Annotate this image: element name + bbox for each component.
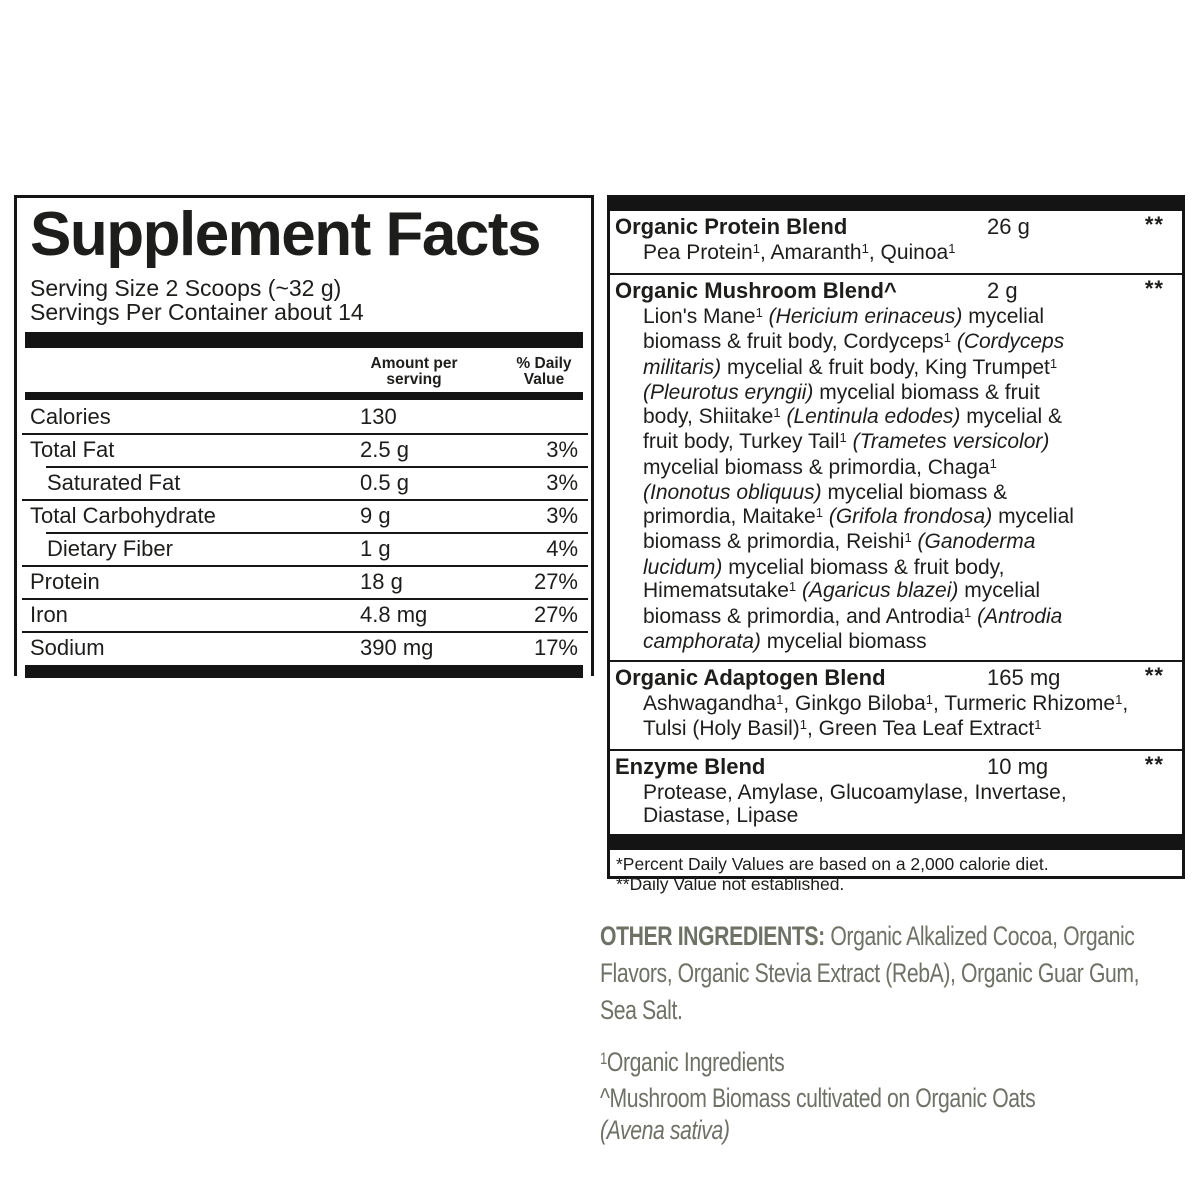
text-segment: primordia, Maitake xyxy=(643,504,816,528)
divider-bar-bottom xyxy=(25,665,583,678)
blend-daily-value: ** xyxy=(1144,751,1164,777)
blend-row xyxy=(610,211,1182,273)
nutrient-daily-value: 3% xyxy=(546,470,578,496)
other-ingredients-line: OTHER INGREDIENTS: Organic Alkalized Cocoa, Organic xyxy=(600,921,1135,951)
text-segment: mycelial biomass & xyxy=(821,481,1008,504)
text-segment: mycelial xyxy=(992,504,1074,528)
text-segment: , Green Tea Leaf Extract xyxy=(807,717,1035,740)
nutrient-amount: 4.8 mg xyxy=(360,602,428,628)
text-segment: mycelial biomass & primordia, Chaga xyxy=(643,455,990,479)
text-segment: fruit body, Turkey Tail xyxy=(643,430,840,453)
ingredient-line xyxy=(643,241,1166,267)
nutrient-row xyxy=(30,466,578,499)
blend-name: Organic Adaptogen Blend xyxy=(615,664,886,690)
text-segment: Himematsutake xyxy=(643,579,789,602)
nutrient-amount: 2.5 g xyxy=(360,437,409,463)
text-segment: (Lentinula edodes) xyxy=(786,404,961,428)
ingredient-line xyxy=(643,605,1166,631)
text-segment: (Antrodia xyxy=(977,604,1063,628)
text-segment: mycelial biomass xyxy=(760,630,927,653)
ingredient-line xyxy=(643,630,1166,654)
note-line xyxy=(600,1082,1176,1114)
text-segment: (Pleurotus eryngii) xyxy=(643,381,814,404)
serving-size: Serving Size 2 Scoops (~32 g) xyxy=(30,275,342,302)
nutrient-row xyxy=(30,565,578,598)
blend-ingredients xyxy=(643,781,1166,828)
superscript: 1 xyxy=(1115,691,1123,707)
superscript: 1 xyxy=(755,304,763,320)
footnotes xyxy=(610,850,1182,898)
blend-row xyxy=(610,749,1182,834)
blend-row xyxy=(610,660,1182,749)
blend-amount: 26 g xyxy=(987,214,1030,239)
superscript: 1 xyxy=(989,455,997,471)
ingredient-line xyxy=(643,356,1166,382)
servings-per-container: Servings Per Container about 14 xyxy=(30,299,364,326)
superscript: 1 xyxy=(948,241,956,257)
superscript: 1 xyxy=(904,530,912,546)
nutrient-amount: 1 g xyxy=(360,536,391,562)
nutrient-daily-value: 3% xyxy=(546,503,578,529)
blend-name: Enzyme Blend xyxy=(615,753,766,779)
nutrient-row xyxy=(30,631,578,664)
nutrient-row xyxy=(30,499,578,532)
nutrient-name: Protein xyxy=(30,569,100,595)
text-segment: mycelial biomass & fruit body, xyxy=(722,555,1005,579)
nutrient-amount: 130 xyxy=(360,404,397,430)
nutrient-row xyxy=(30,598,578,631)
text-segment: biomass & primordia, Reishi xyxy=(643,530,905,553)
panel-title: Supplement Facts xyxy=(30,200,540,269)
column-headers xyxy=(30,350,578,392)
other-ingredients-line: Sea Salt. xyxy=(600,995,683,1025)
text-segment: Tulsi (Holy Basil) xyxy=(643,717,800,740)
text-segment: biomass & primordia, and Antrodia xyxy=(643,604,964,628)
other-ingredients-label: OTHER INGREDIENTS: xyxy=(600,921,825,951)
text-segment: mycelial xyxy=(962,304,1045,328)
nutrient-row xyxy=(30,532,578,565)
blend-ingredients xyxy=(643,241,1166,267)
superscript: 1 xyxy=(861,241,869,257)
text-segment: ^Mushroom Biomass cultivated on Organic Oats xyxy=(600,1083,1036,1113)
superscript: 1 xyxy=(815,504,823,520)
serving-info xyxy=(30,276,578,324)
text-segment: Protease, Amylase, Glucoamylase, Invertase, xyxy=(643,780,1067,804)
text-segment: (Trametes versicolor) xyxy=(852,430,1050,453)
footnote-line: **Daily Value not established. xyxy=(616,873,845,894)
text-segment: (Hericium erinaceus) xyxy=(768,304,963,328)
nutrient-daily-value: 27% xyxy=(533,569,578,595)
ingredient-line xyxy=(643,692,1166,718)
blend-amount: 2 g xyxy=(987,277,1018,303)
other-ingredients-text xyxy=(600,918,1176,1029)
ingredient-line xyxy=(643,505,1166,531)
superscript: 1 xyxy=(839,430,847,446)
text-segment: , Turmeric Rhizome xyxy=(933,691,1116,715)
superscript: 1 xyxy=(1049,355,1058,371)
divider-bar-thin xyxy=(25,392,583,400)
divider-bar-thick xyxy=(25,332,583,348)
nutrient-name: Total Fat xyxy=(30,437,115,463)
ingredient-line xyxy=(643,381,1166,405)
text-segment: (Ganoderma xyxy=(917,530,1036,553)
nutrient-name: Dietary Fiber xyxy=(47,536,173,562)
text-segment: lucidum) xyxy=(643,555,723,579)
ingredient-line xyxy=(643,556,1166,580)
daily-value-column-header: % Daily Value xyxy=(516,355,572,388)
nutrient-daily-value: 17% xyxy=(533,635,578,661)
text-segment: , Quinoa xyxy=(868,241,949,264)
text-segment: , xyxy=(1122,691,1129,715)
blend-row xyxy=(610,273,1182,660)
blend-ingredients xyxy=(643,305,1166,654)
blends-top-bar xyxy=(610,198,1182,211)
ingredient-line xyxy=(643,456,1166,482)
ingredient-line xyxy=(643,405,1166,431)
blend-rows xyxy=(610,211,1182,834)
blend-daily-value: ** xyxy=(1144,275,1164,301)
superscript: 1 xyxy=(776,691,784,707)
text-segment: (Grifola frondosa) xyxy=(828,504,993,528)
blend-amount: 165 mg xyxy=(987,664,1061,690)
text-segment: mycelial & fruit body, King Trumpet xyxy=(721,355,1050,379)
blend-name: Organic Mushroom Blend^ xyxy=(615,277,897,303)
superscript: 1 xyxy=(1034,717,1042,733)
text-segment: (Avena sativa) xyxy=(600,1115,730,1145)
other-ingredients-section xyxy=(600,918,1200,1146)
nutrient-name: Sodium xyxy=(30,635,105,661)
superscript: 1 xyxy=(773,404,781,420)
nutrient-row xyxy=(30,400,578,433)
text-segment: Ashwagandha xyxy=(643,691,777,715)
text-segment: Pea Protein xyxy=(643,241,753,264)
blend-amount: 10 mg xyxy=(987,753,1049,779)
footnote-notes xyxy=(600,1046,1176,1146)
text-segment: mycelial xyxy=(958,579,1041,602)
ingredient-line xyxy=(643,305,1166,331)
nutrient-daily-value: 4% xyxy=(546,536,578,562)
text-segment: (Agaricus blazei) xyxy=(801,579,959,602)
text-segment: biomass & fruit body, Cordyceps xyxy=(643,330,944,353)
nutrient-amount: 18 g xyxy=(360,569,403,595)
note-line xyxy=(600,1046,1176,1082)
text-segment: camphorata) xyxy=(643,630,761,653)
text-segment: (Inonotus obliquus) xyxy=(643,481,822,504)
text-segment: mycelial biomass & fruit xyxy=(813,381,1040,404)
blend-header xyxy=(615,275,1166,304)
nutrient-amount: 0.5 g xyxy=(360,470,409,496)
nutrient-amount: 390 mg xyxy=(360,635,434,661)
ingredient-line xyxy=(643,481,1166,505)
blend-daily-value: ** xyxy=(1144,662,1164,688)
blend-header xyxy=(615,662,1166,691)
text-segment: mycelial & xyxy=(960,404,1062,428)
blend-daily-value: ** xyxy=(1144,212,1164,237)
blends-bottom-bar xyxy=(610,834,1182,850)
superscript: 1 xyxy=(799,717,807,733)
nutrient-name: Calories xyxy=(30,404,111,430)
blends-panel xyxy=(607,195,1185,894)
text-segment: , Amaranth xyxy=(760,241,862,264)
text-segment: , Ginkgo Biloba xyxy=(783,691,926,715)
ingredient-line xyxy=(643,579,1166,605)
superscript: 1 xyxy=(752,241,760,257)
text-segment: Lion's Mane xyxy=(643,304,756,328)
superscript: 1 xyxy=(964,604,972,620)
text-segment: body, Shiitake xyxy=(643,404,774,428)
text-segment: Diastase, Lipase xyxy=(643,804,799,827)
ingredient-line xyxy=(643,430,1166,456)
text-segment: Organic Ingredients xyxy=(606,1047,785,1077)
blend-ingredients xyxy=(643,692,1166,743)
text-segment: (Cordyceps xyxy=(956,330,1065,353)
footnote-line: *Percent Daily Values are based on a 2,000 calorie diet. xyxy=(616,853,1049,874)
nutrient-row xyxy=(30,433,578,466)
nutrient-name: Saturated Fat xyxy=(47,470,181,496)
note-line xyxy=(600,1114,1176,1146)
nutrient-name: Total Carbohydrate xyxy=(30,503,216,529)
blend-name: Organic Protein Blend xyxy=(615,214,848,239)
ingredient-line xyxy=(643,330,1166,356)
nutrient-daily-value: 3% xyxy=(546,437,578,463)
amount-column-header: Amount per serving xyxy=(370,355,458,388)
nutrient-rows xyxy=(30,400,578,664)
supplement-facts-panel xyxy=(14,195,594,676)
text-segment: militaris) xyxy=(643,355,722,379)
superscript: 1 xyxy=(788,579,797,595)
nutrient-name: Iron xyxy=(30,602,68,628)
nutrient-amount: 9 g xyxy=(360,503,391,529)
superscript: 1 xyxy=(925,691,934,707)
blend-header xyxy=(615,214,1166,240)
ingredient-line xyxy=(643,781,1166,805)
ingredient-line xyxy=(643,530,1166,556)
blend-header xyxy=(615,751,1166,780)
other-ingredients-line: Flavors, Organic Stevia Extract (RebA), Organic Guar Gum, xyxy=(600,958,1140,988)
ingredient-line xyxy=(643,717,1166,743)
nutrient-daily-value: 27% xyxy=(533,602,578,628)
ingredient-line xyxy=(643,804,1166,828)
superscript: 1 xyxy=(943,330,951,346)
superscript: 1 xyxy=(600,1049,607,1068)
